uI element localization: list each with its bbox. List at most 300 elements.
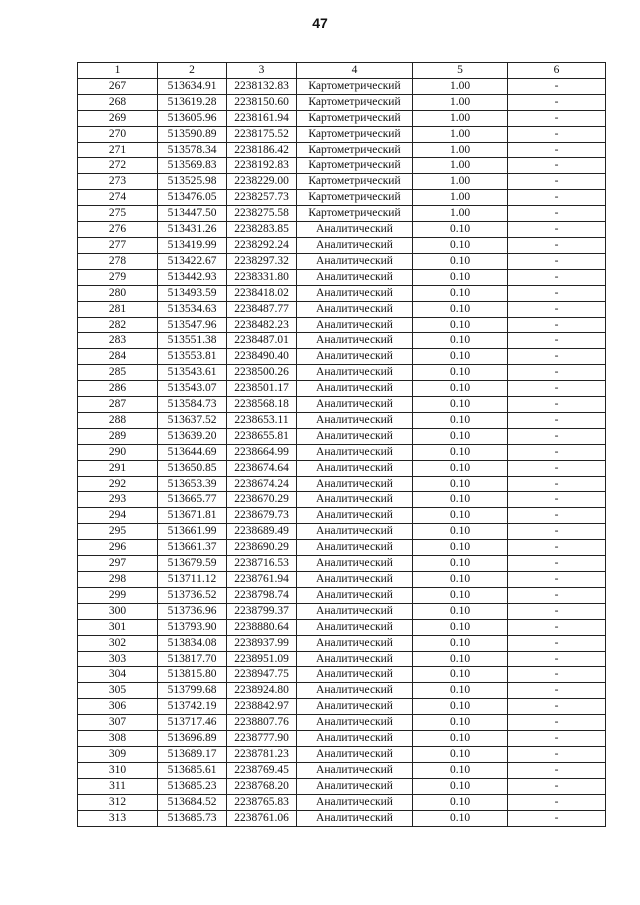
- accuracy-cell: 0.10: [413, 397, 508, 413]
- point-number-cell: 307: [78, 715, 158, 731]
- accuracy-cell: 0.10: [413, 778, 508, 794]
- x-coordinate-cell: 513605.96: [158, 110, 227, 126]
- y-coordinate-cell: 2238275.58: [227, 206, 297, 222]
- point-number-cell: 310: [78, 762, 158, 778]
- point-number-cell: 289: [78, 428, 158, 444]
- x-coordinate-cell: 513569.83: [158, 158, 227, 174]
- method-cell: Аналитический: [297, 444, 413, 460]
- method-cell: Аналитический: [297, 428, 413, 444]
- point-number-cell: 286: [78, 381, 158, 397]
- y-coordinate-cell: 2238490.40: [227, 349, 297, 365]
- accuracy-cell: 0.10: [413, 556, 508, 572]
- method-cell: Картометрический: [297, 126, 413, 142]
- point-number-cell: 271: [78, 142, 158, 158]
- note-cell: -: [508, 524, 606, 540]
- table-row: [78, 444, 606, 460]
- note-cell: -: [508, 444, 606, 460]
- x-coordinate-cell: 513650.85: [158, 460, 227, 476]
- method-cell: Аналитический: [297, 540, 413, 556]
- accuracy-cell: 0.10: [413, 460, 508, 476]
- table-row: [78, 556, 606, 572]
- table-row: [78, 810, 606, 826]
- note-cell: -: [508, 651, 606, 667]
- accuracy-cell: 0.10: [413, 317, 508, 333]
- method-cell: Аналитический: [297, 301, 413, 317]
- x-coordinate-cell: 513644.69: [158, 444, 227, 460]
- note-cell: -: [508, 778, 606, 794]
- method-cell: Аналитический: [297, 715, 413, 731]
- point-number-cell: 282: [78, 317, 158, 333]
- column-header: 1: [78, 63, 158, 79]
- point-number-cell: 278: [78, 253, 158, 269]
- note-cell: -: [508, 253, 606, 269]
- table-row: [78, 78, 606, 94]
- y-coordinate-cell: 2238807.76: [227, 715, 297, 731]
- y-coordinate-cell: 2238501.17: [227, 381, 297, 397]
- coordinates-table: [77, 62, 606, 827]
- accuracy-cell: 0.10: [413, 222, 508, 238]
- x-coordinate-cell: 513793.90: [158, 619, 227, 635]
- method-cell: Картометрический: [297, 94, 413, 110]
- x-coordinate-cell: 513653.39: [158, 476, 227, 492]
- point-number-cell: 272: [78, 158, 158, 174]
- y-coordinate-cell: 2238132.83: [227, 78, 297, 94]
- x-coordinate-cell: 513543.61: [158, 365, 227, 381]
- note-cell: -: [508, 333, 606, 349]
- y-coordinate-cell: 2238799.37: [227, 603, 297, 619]
- note-cell: -: [508, 556, 606, 572]
- y-coordinate-cell: 2238670.29: [227, 492, 297, 508]
- note-cell: -: [508, 619, 606, 635]
- y-coordinate-cell: 2238781.23: [227, 746, 297, 762]
- point-number-cell: 304: [78, 667, 158, 683]
- method-cell: Картометрический: [297, 110, 413, 126]
- note-cell: -: [508, 810, 606, 826]
- x-coordinate-cell: 513661.99: [158, 524, 227, 540]
- y-coordinate-cell: 2238761.06: [227, 810, 297, 826]
- method-cell: Картометрический: [297, 158, 413, 174]
- accuracy-cell: 0.10: [413, 683, 508, 699]
- table-row: [78, 587, 606, 603]
- x-coordinate-cell: 513590.89: [158, 126, 227, 142]
- table-row: [78, 94, 606, 110]
- x-coordinate-cell: 513422.67: [158, 253, 227, 269]
- point-number-cell: 277: [78, 237, 158, 253]
- y-coordinate-cell: 2238769.45: [227, 762, 297, 778]
- x-coordinate-cell: 513431.26: [158, 222, 227, 238]
- point-number-cell: 294: [78, 508, 158, 524]
- table-row: [78, 428, 606, 444]
- x-coordinate-cell: 513534.63: [158, 301, 227, 317]
- accuracy-cell: 0.10: [413, 301, 508, 317]
- x-coordinate-cell: 513834.08: [158, 635, 227, 651]
- note-cell: -: [508, 794, 606, 810]
- point-number-cell: 292: [78, 476, 158, 492]
- y-coordinate-cell: 2238768.20: [227, 778, 297, 794]
- x-coordinate-cell: 513639.20: [158, 428, 227, 444]
- accuracy-cell: 1.00: [413, 158, 508, 174]
- point-number-cell: 273: [78, 174, 158, 190]
- accuracy-cell: 1.00: [413, 190, 508, 206]
- table-row: [78, 492, 606, 508]
- note-cell: -: [508, 301, 606, 317]
- point-number-cell: 312: [78, 794, 158, 810]
- y-coordinate-cell: 2238664.99: [227, 444, 297, 460]
- note-cell: -: [508, 492, 606, 508]
- x-coordinate-cell: 513619.28: [158, 94, 227, 110]
- method-cell: Аналитический: [297, 492, 413, 508]
- accuracy-cell: 0.10: [413, 794, 508, 810]
- y-coordinate-cell: 2238937.99: [227, 635, 297, 651]
- y-coordinate-cell: 2238765.83: [227, 794, 297, 810]
- table-row: [78, 110, 606, 126]
- point-number-cell: 305: [78, 683, 158, 699]
- table-row: [78, 572, 606, 588]
- accuracy-cell: 0.10: [413, 587, 508, 603]
- table-body: [78, 78, 606, 826]
- method-cell: Картометрический: [297, 78, 413, 94]
- note-cell: -: [508, 572, 606, 588]
- accuracy-cell: 0.10: [413, 285, 508, 301]
- y-coordinate-cell: 2238761.94: [227, 572, 297, 588]
- y-coordinate-cell: 2238418.02: [227, 285, 297, 301]
- accuracy-cell: 1.00: [413, 94, 508, 110]
- table-row: [78, 619, 606, 635]
- x-coordinate-cell: 513736.96: [158, 603, 227, 619]
- method-cell: Аналитический: [297, 381, 413, 397]
- accuracy-cell: 1.00: [413, 126, 508, 142]
- y-coordinate-cell: 2238716.53: [227, 556, 297, 572]
- method-cell: Аналитический: [297, 397, 413, 413]
- y-coordinate-cell: 2238690.29: [227, 540, 297, 556]
- y-coordinate-cell: 2238655.81: [227, 428, 297, 444]
- x-coordinate-cell: 513551.38: [158, 333, 227, 349]
- method-cell: Аналитический: [297, 237, 413, 253]
- point-number-cell: 291: [78, 460, 158, 476]
- x-coordinate-cell: 513717.46: [158, 715, 227, 731]
- y-coordinate-cell: 2238192.83: [227, 158, 297, 174]
- y-coordinate-cell: 2238229.00: [227, 174, 297, 190]
- y-coordinate-cell: 2238674.64: [227, 460, 297, 476]
- accuracy-cell: 0.10: [413, 333, 508, 349]
- accuracy-cell: 1.00: [413, 110, 508, 126]
- note-cell: -: [508, 158, 606, 174]
- note-cell: -: [508, 78, 606, 94]
- method-cell: Аналитический: [297, 778, 413, 794]
- table-row: [78, 540, 606, 556]
- x-coordinate-cell: 513419.99: [158, 237, 227, 253]
- column-header: 5: [413, 63, 508, 79]
- method-cell: Аналитический: [297, 699, 413, 715]
- y-coordinate-cell: 2238951.09: [227, 651, 297, 667]
- point-number-cell: 268: [78, 94, 158, 110]
- y-coordinate-cell: 2238947.75: [227, 667, 297, 683]
- note-cell: -: [508, 635, 606, 651]
- point-number-cell: 284: [78, 349, 158, 365]
- method-cell: Аналитический: [297, 365, 413, 381]
- y-coordinate-cell: 2238257.73: [227, 190, 297, 206]
- point-number-cell: 275: [78, 206, 158, 222]
- x-coordinate-cell: 513584.73: [158, 397, 227, 413]
- accuracy-cell: 0.10: [413, 731, 508, 747]
- table-row: [78, 731, 606, 747]
- method-cell: Аналитический: [297, 603, 413, 619]
- note-cell: -: [508, 269, 606, 285]
- accuracy-cell: 1.00: [413, 142, 508, 158]
- point-number-cell: 281: [78, 301, 158, 317]
- note-cell: -: [508, 460, 606, 476]
- point-number-cell: 296: [78, 540, 158, 556]
- method-cell: Аналитический: [297, 412, 413, 428]
- method-cell: Аналитический: [297, 619, 413, 635]
- x-coordinate-cell: 513634.91: [158, 78, 227, 94]
- page-number: 47: [312, 15, 328, 31]
- point-number-cell: 299: [78, 587, 158, 603]
- method-cell: Картометрический: [297, 190, 413, 206]
- x-coordinate-cell: 513685.23: [158, 778, 227, 794]
- x-coordinate-cell: 513661.37: [158, 540, 227, 556]
- x-coordinate-cell: 513815.80: [158, 667, 227, 683]
- note-cell: -: [508, 110, 606, 126]
- method-cell: Аналитический: [297, 285, 413, 301]
- note-cell: -: [508, 222, 606, 238]
- y-coordinate-cell: 2238150.60: [227, 94, 297, 110]
- column-header: 2: [158, 63, 227, 79]
- table-row: [78, 237, 606, 253]
- method-cell: Аналитический: [297, 333, 413, 349]
- y-coordinate-cell: 2238331.80: [227, 269, 297, 285]
- x-coordinate-cell: 513543.07: [158, 381, 227, 397]
- accuracy-cell: 0.10: [413, 651, 508, 667]
- method-cell: Аналитический: [297, 635, 413, 651]
- table-row: [78, 126, 606, 142]
- table-row: [78, 715, 606, 731]
- note-cell: -: [508, 476, 606, 492]
- table-row: [78, 524, 606, 540]
- accuracy-cell: 1.00: [413, 206, 508, 222]
- point-number-cell: 269: [78, 110, 158, 126]
- table-row: [78, 635, 606, 651]
- point-number-cell: 267: [78, 78, 158, 94]
- method-cell: Аналитический: [297, 794, 413, 810]
- point-number-cell: 311: [78, 778, 158, 794]
- method-cell: Аналитический: [297, 667, 413, 683]
- note-cell: -: [508, 285, 606, 301]
- x-coordinate-cell: 513476.05: [158, 190, 227, 206]
- accuracy-cell: 0.10: [413, 667, 508, 683]
- note-cell: -: [508, 540, 606, 556]
- accuracy-cell: 0.10: [413, 508, 508, 524]
- note-cell: -: [508, 715, 606, 731]
- table-row: [78, 206, 606, 222]
- point-number-cell: 300: [78, 603, 158, 619]
- point-number-cell: 298: [78, 572, 158, 588]
- accuracy-cell: 0.10: [413, 715, 508, 731]
- accuracy-cell: 0.10: [413, 253, 508, 269]
- accuracy-cell: 0.10: [413, 524, 508, 540]
- x-coordinate-cell: 513671.81: [158, 508, 227, 524]
- accuracy-cell: 0.10: [413, 381, 508, 397]
- point-number-cell: 276: [78, 222, 158, 238]
- y-coordinate-cell: 2238175.52: [227, 126, 297, 142]
- point-number-cell: 274: [78, 190, 158, 206]
- point-number-cell: 287: [78, 397, 158, 413]
- accuracy-cell: 0.10: [413, 746, 508, 762]
- x-coordinate-cell: 513684.52: [158, 794, 227, 810]
- method-cell: Картометрический: [297, 174, 413, 190]
- note-cell: -: [508, 174, 606, 190]
- table-row: [78, 301, 606, 317]
- note-cell: -: [508, 508, 606, 524]
- table-row: [78, 174, 606, 190]
- note-cell: -: [508, 397, 606, 413]
- table-row: [78, 651, 606, 667]
- accuracy-cell: 0.10: [413, 365, 508, 381]
- method-cell: Аналитический: [297, 269, 413, 285]
- point-number-cell: 297: [78, 556, 158, 572]
- note-cell: -: [508, 381, 606, 397]
- note-cell: -: [508, 412, 606, 428]
- y-coordinate-cell: 2238689.49: [227, 524, 297, 540]
- y-coordinate-cell: 2238798.74: [227, 587, 297, 603]
- x-coordinate-cell: 513578.34: [158, 142, 227, 158]
- table-row: [78, 365, 606, 381]
- point-number-cell: 285: [78, 365, 158, 381]
- x-coordinate-cell: 513799.68: [158, 683, 227, 699]
- y-coordinate-cell: 2238568.18: [227, 397, 297, 413]
- table-row: [78, 508, 606, 524]
- point-number-cell: 295: [78, 524, 158, 540]
- x-coordinate-cell: 513637.52: [158, 412, 227, 428]
- method-cell: Аналитический: [297, 731, 413, 747]
- table-row: [78, 699, 606, 715]
- accuracy-cell: 0.10: [413, 412, 508, 428]
- accuracy-cell: 1.00: [413, 78, 508, 94]
- note-cell: -: [508, 94, 606, 110]
- accuracy-cell: 0.10: [413, 428, 508, 444]
- accuracy-cell: 1.00: [413, 174, 508, 190]
- method-cell: Аналитический: [297, 572, 413, 588]
- note-cell: -: [508, 317, 606, 333]
- note-cell: -: [508, 762, 606, 778]
- note-cell: -: [508, 365, 606, 381]
- x-coordinate-cell: 513817.70: [158, 651, 227, 667]
- accuracy-cell: 0.10: [413, 810, 508, 826]
- method-cell: Аналитический: [297, 683, 413, 699]
- note-cell: -: [508, 667, 606, 683]
- accuracy-cell: 0.10: [413, 619, 508, 635]
- x-coordinate-cell: 513493.59: [158, 285, 227, 301]
- accuracy-cell: 0.10: [413, 762, 508, 778]
- method-cell: Аналитический: [297, 762, 413, 778]
- table-row: [78, 476, 606, 492]
- method-cell: Аналитический: [297, 587, 413, 603]
- table-row: [78, 381, 606, 397]
- note-cell: -: [508, 428, 606, 444]
- y-coordinate-cell: 2238777.90: [227, 731, 297, 747]
- x-coordinate-cell: 513447.50: [158, 206, 227, 222]
- point-number-cell: 290: [78, 444, 158, 460]
- point-number-cell: 308: [78, 731, 158, 747]
- point-number-cell: 288: [78, 412, 158, 428]
- note-cell: -: [508, 190, 606, 206]
- table-row: [78, 158, 606, 174]
- point-number-cell: 301: [78, 619, 158, 635]
- y-coordinate-cell: 2238674.24: [227, 476, 297, 492]
- accuracy-cell: 0.10: [413, 603, 508, 619]
- table-row: [78, 762, 606, 778]
- note-cell: -: [508, 746, 606, 762]
- table-row: [78, 794, 606, 810]
- accuracy-cell: 0.10: [413, 492, 508, 508]
- method-cell: Аналитический: [297, 349, 413, 365]
- accuracy-cell: 0.10: [413, 635, 508, 651]
- method-cell: Картометрический: [297, 142, 413, 158]
- table-row: [78, 683, 606, 699]
- note-cell: -: [508, 699, 606, 715]
- x-coordinate-cell: 513736.52: [158, 587, 227, 603]
- method-cell: Аналитический: [297, 476, 413, 492]
- x-coordinate-cell: 513679.59: [158, 556, 227, 572]
- y-coordinate-cell: 2238482.23: [227, 317, 297, 333]
- y-coordinate-cell: 2238161.94: [227, 110, 297, 126]
- x-coordinate-cell: 513547.96: [158, 317, 227, 333]
- method-cell: Аналитический: [297, 460, 413, 476]
- table-row: [78, 190, 606, 206]
- table-row: [78, 778, 606, 794]
- method-cell: Аналитический: [297, 222, 413, 238]
- point-number-cell: 270: [78, 126, 158, 142]
- note-cell: -: [508, 587, 606, 603]
- method-cell: Картометрический: [297, 206, 413, 222]
- table-row: [78, 269, 606, 285]
- table-row: [78, 317, 606, 333]
- table-row: [78, 349, 606, 365]
- note-cell: -: [508, 206, 606, 222]
- method-cell: Аналитический: [297, 508, 413, 524]
- accuracy-cell: 0.10: [413, 476, 508, 492]
- accuracy-cell: 0.10: [413, 237, 508, 253]
- y-coordinate-cell: 2238297.32: [227, 253, 297, 269]
- x-coordinate-cell: 513685.61: [158, 762, 227, 778]
- table-header-row: [78, 63, 606, 79]
- accuracy-cell: 0.10: [413, 349, 508, 365]
- table-row: [78, 460, 606, 476]
- x-coordinate-cell: 513553.81: [158, 349, 227, 365]
- x-coordinate-cell: 513685.73: [158, 810, 227, 826]
- y-coordinate-cell: 2238186.42: [227, 142, 297, 158]
- table-row: [78, 397, 606, 413]
- method-cell: Аналитический: [297, 524, 413, 540]
- accuracy-cell: 0.10: [413, 699, 508, 715]
- point-number-cell: 293: [78, 492, 158, 508]
- method-cell: Аналитический: [297, 746, 413, 762]
- note-cell: -: [508, 237, 606, 253]
- point-number-cell: 306: [78, 699, 158, 715]
- x-coordinate-cell: 513711.12: [158, 572, 227, 588]
- point-number-cell: 302: [78, 635, 158, 651]
- table-row: [78, 667, 606, 683]
- column-header: 3: [227, 63, 297, 79]
- note-cell: -: [508, 126, 606, 142]
- point-number-cell: 283: [78, 333, 158, 349]
- point-number-cell: 309: [78, 746, 158, 762]
- accuracy-cell: 0.10: [413, 269, 508, 285]
- table-row: [78, 746, 606, 762]
- y-coordinate-cell: 2238679.73: [227, 508, 297, 524]
- method-cell: Аналитический: [297, 651, 413, 667]
- x-coordinate-cell: 513742.19: [158, 699, 227, 715]
